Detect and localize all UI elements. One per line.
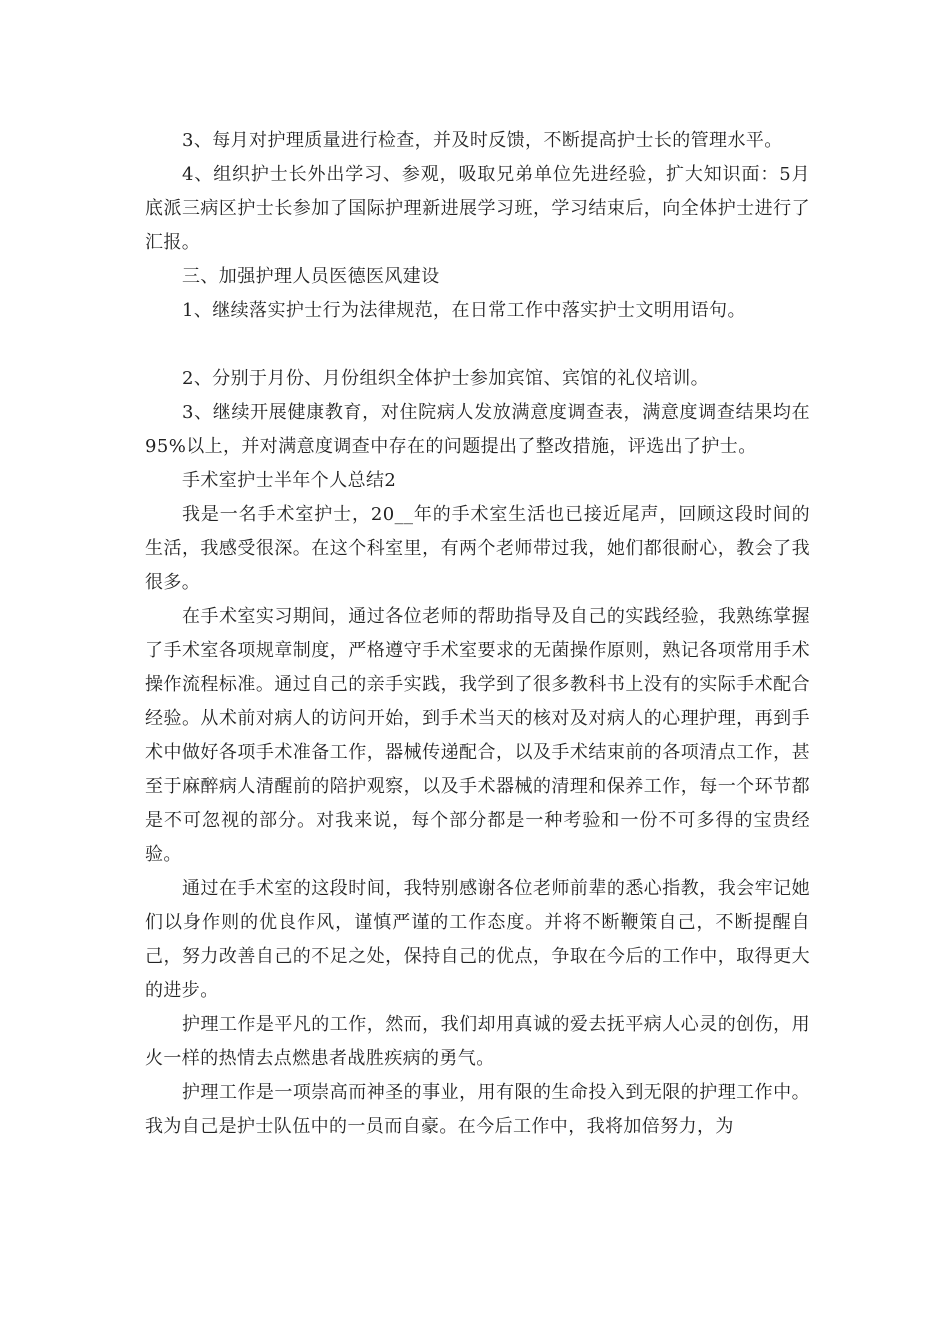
document-body	[145, 124, 810, 1144]
blank-line	[145, 328, 810, 362]
paragraph: 护理工作是平凡的工作，然而，我们却用真诚的爱去抚平病人心灵的创伤，用火一样的热情去点燃患者战胜疾病的勇气。	[145, 1014, 810, 1069]
section-heading: 三、加强护理人员医德医风建设	[182, 266, 440, 287]
list-item: 2、分别于月份、月份组织全体护士参加宾馆、宾馆的礼仪培训。	[182, 368, 710, 389]
paragraph: 通过在手术室的这段时间，我特别感谢各位老师前辈的悉心指教，我会牢记她们以身作则的优良作风，谨慎严谨的工作态度。并将不断鞭策自己，不断提醒自己，努力改善自己的不足之处，保持自己的优点，争取在今后的工作中，取得更大的进步。	[145, 878, 810, 1001]
list-item: 4、组织护士长外出学习、参观，吸取兄弟单位先进经验，扩大知识面：5月底派三病区护士长参加了国际护理新进展学习班，学习结束后，向全体护士进行了汇报。	[145, 164, 810, 253]
list-item: 1、继续落实护士行为法律规范，在日常工作中落实护士文明用语句。	[182, 300, 746, 321]
list-item: 3、继续开展健康教育，对住院病人发放满意度调查表，满意度调查结果均在95%以上，并对满意度调查中存在的问题提出了整改措施，评选出了护士。	[145, 402, 810, 457]
paragraph: 在手术室实习期间，通过各位老师的帮助指导及自己的实践经验，我熟练掌握了手术室各项规章制度，严格遵守手术室要求的无菌操作原则，熟记各项常用手术操作流程标准。通过自己的亲手实践，我学到了很多教科书上没有的实际手术配合经验。从术前对病人的访问开始，到手术当天的核对及对病人的心理护理，再到手术中做好各项手术准备工作，器械传递配合，以及手术结束前的各项清点工作，甚至于麻醉病人清醒前的陪护观察，以及手术器械的清理和保养工作，每一个环节都是不可忽视的部分。对我来说，每个部分都是一种考验和一份不可多得的宝贵经验。	[145, 606, 810, 865]
list-item: 3、每月对护理质量进行检查，并及时反馈，不断提高护士长的管理水平。	[182, 130, 783, 151]
paragraph: 我是一名手术室护士，20__年的手术室生活也已接近尾声，回顾这段时间的生活，我感受很深。在这个科室里，有两个老师带过我，她们都很耐心，教会了我很多。	[145, 504, 810, 593]
paragraph: 护理工作是一项崇高而神圣的事业，用有限的生命投入到无限的护理工作中。我为自己是护士队伍中的一员而自豪。在今后工作中，我将加倍努力，为	[145, 1082, 810, 1137]
section-title: 手术室护士半年个人总结2	[182, 470, 397, 491]
